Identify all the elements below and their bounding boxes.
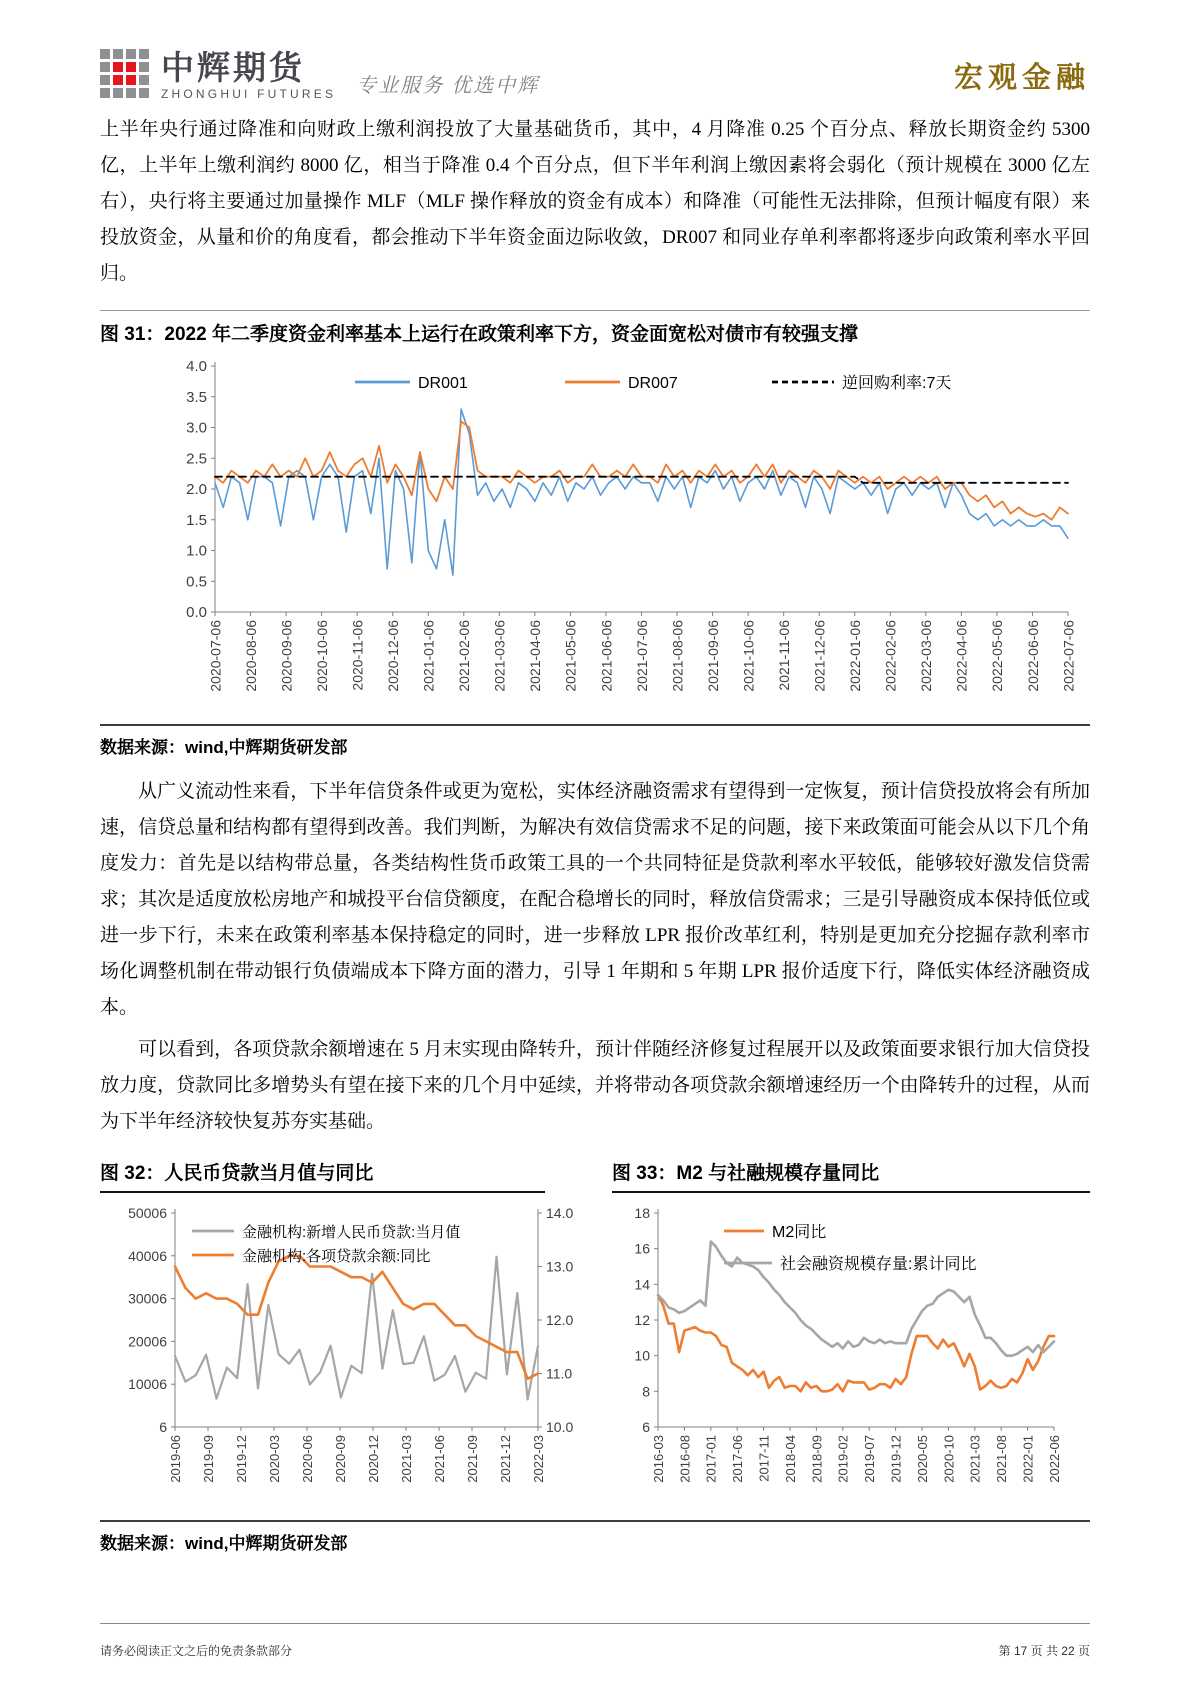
figure-32 (100, 1158, 600, 1514)
page-footer (100, 1623, 1090, 1659)
x-tick-label: 2021-07-06 (633, 620, 650, 692)
x-tick-label: 2021-05-06 (562, 620, 579, 692)
x-tick-label: 2022-02-06 (882, 620, 899, 692)
x-tick-label: 2022-03 (530, 1435, 546, 1483)
x-tick-label: 2017-01 (703, 1435, 719, 1483)
x-tick-label: 2020-03 (266, 1435, 282, 1483)
page-header (100, 24, 1090, 100)
company-logo (100, 49, 539, 100)
x-tick-label: 2021-09-06 (704, 620, 721, 692)
figure-33-chart-box (612, 1199, 1090, 1514)
figure-31-source: 数据来源：wind,中辉期货研发部 (100, 738, 348, 757)
y-tick-label: 6 (642, 1419, 650, 1435)
figure-31-title: 图 31：2022 年二季度资金利率基本上运行在政策利率下方，资金面宽松对债市有较强支撑 (100, 324, 858, 345)
footer-page-number: 第 17 页 共 22 页 (998, 1644, 1090, 1658)
legend-label: 逆回购利率:7天 (842, 375, 952, 392)
figure-31-chart-box (100, 352, 1090, 724)
x-tick-label: 2021-03 (967, 1435, 983, 1483)
y-tick-label: 30006 (128, 1290, 167, 1307)
figure-31 (100, 310, 1090, 758)
y-tick-label: 20006 (128, 1333, 167, 1350)
figure-31-bottom-rule (100, 724, 1090, 726)
paragraph-3: 可以看到，各项贷款余额增速在 5 月末实现由降转升，预计伴随经济修复过程展开以及政策面要求银行加大信贷投放力度，贷款同比多增势头有望在接下来的几个月中延续，并将带动各项贷款余额增速经历一个由降转升的过程，从而为下半年经济较快复苏夯实基础。 (100, 1039, 1090, 1132)
x-tick-label: 2019-02 (835, 1435, 851, 1483)
x-tick-label: 2021-03 (398, 1435, 414, 1483)
chart-33-m2-socfin (612, 1199, 1090, 1514)
x-tick-label: 2020-10 (941, 1435, 957, 1483)
y-tick-label: 0.0 (186, 604, 207, 621)
y-tick-label: 3.5 (186, 388, 207, 406)
y-tick-label: 3.0 (186, 419, 207, 437)
legend-label: 金融机构:各项贷款余额:同比 (242, 1248, 431, 1265)
x-tick-label: 2017-11 (756, 1435, 772, 1482)
x-tick-label: 2017-06 (730, 1435, 746, 1483)
x-tick-label: 2022-03-06 (918, 620, 935, 692)
chart-31-money-rates (100, 352, 1090, 724)
logo-slogan: 专业服务 优选中辉 (356, 75, 540, 97)
y-tick-label: 50006 (128, 1205, 167, 1221)
x-tick-label: 2020-09 (332, 1435, 348, 1483)
x-tick-label: 2021-04-06 (527, 620, 544, 692)
y-tick-label: 0.5 (186, 573, 207, 591)
logo-mark-icon (100, 49, 149, 98)
x-tick-label: 2022-01 (1020, 1435, 1036, 1483)
x-tick-label: 2021-12-06 (811, 620, 828, 692)
x-tick-label: 2021-08 (994, 1435, 1010, 1483)
x-tick-label: 2016-08 (677, 1435, 693, 1483)
footer-disclaimer: 请务必阅读正文之后的免责条款部分 (100, 1644, 293, 1658)
figure-33 (612, 1158, 1090, 1514)
paragraph-2: 从广义流动性来看，下半年信贷条件或更为宽松，实体经济融资需求有望得到一定恢复，预计信贷投放将会有所加速，信贷总量和结构都有望得到改善。我们判断，为解决有效信贷需求不足的问题，接下来政策面可能会从以下几个角度发力：首先是以结构带总量，各类结构性货币政策工具的一个共同特征是贷款利率水平较低，能够较好激发信贷需求；其次是适度放松房地产和城投平台信贷额度，在配合稳增长的同时，释放信贷需求；三是引导融资成本保持低位或进一步下行，未来在政策利率基本保持稳定的同时，进一步释放 LPR 报价改革红利，特别是更加充分挖掘存款利率市场化调整机制在带动银行负债端成本下降方面的潜力，引导 1 年期和 5 年期 LPR 报价适度下行，降低实体经济融资成本。 (100, 781, 1090, 1018)
figure-31-top-rule (100, 310, 1090, 311)
x-tick-label: 2019-12 (888, 1435, 904, 1483)
x-tick-label: 2019-09 (200, 1435, 216, 1483)
y-tick-label: 40006 (128, 1247, 167, 1264)
y-tick-label: 2.0 (186, 481, 207, 498)
x-tick-label: 2021-11-06 (775, 620, 792, 691)
x-tick-label: 2021-08-06 (669, 620, 686, 692)
x-tick-label: 2020-06 (299, 1435, 315, 1483)
x-tick-label: 2020-12-06 (385, 620, 402, 692)
x-tick-label: 2020-10-06 (313, 620, 330, 692)
figures-bottom-rule (100, 1520, 1090, 1522)
y-tick-label: 10 (634, 1347, 650, 1364)
legend-label: M2同比 (772, 1224, 827, 1241)
x-tick-label: 2021-06-06 (598, 620, 615, 692)
x-tick-label: 2022-06 (1046, 1435, 1062, 1483)
x-tick-label: 2020-09-06 (278, 620, 295, 692)
x-tick-label: 2020-07-06 (207, 620, 224, 692)
x-tick-label: 2021-03-06 (491, 620, 508, 692)
y-tick-label: 1.5 (186, 511, 207, 529)
y2-tick-label: 14.0 (546, 1205, 574, 1221)
x-tick-label: 2019-12 (233, 1435, 249, 1483)
x-tick-label: 2018-04 (782, 1435, 798, 1483)
x-tick-label: 2020-05 (914, 1435, 930, 1483)
x-tick-label: 2022-01-06 (847, 620, 864, 692)
x-tick-label: 2022-05-06 (989, 620, 1006, 692)
y2-tick-label: 11.0 (546, 1365, 573, 1382)
figure-32-chart-box (100, 1199, 600, 1514)
x-tick-label: 2019-06 (167, 1435, 183, 1483)
logo-name-en: ZHONGHUI FUTURES (161, 87, 337, 101)
y-tick-label: 6 (159, 1419, 167, 1435)
footer-rule (100, 1623, 1090, 1624)
y2-tick-label: 10.0 (546, 1419, 574, 1435)
y-tick-label: 2.5 (186, 450, 207, 468)
figures-32-33-row (100, 1158, 1090, 1514)
x-tick-label: 2020-08-06 (242, 620, 259, 692)
x-tick-label: 2021-12 (497, 1435, 513, 1483)
logo-text (161, 51, 336, 100)
figure-32-title: 图 32：人民币贷款当月值与同比 (100, 1158, 545, 1193)
x-tick-label: 2020-12 (365, 1435, 381, 1483)
x-tick-label: 2021-06 (431, 1435, 447, 1483)
x-tick-label: 2021-02-06 (456, 620, 473, 692)
x-tick-label: 2019-07 (862, 1435, 878, 1483)
x-tick-label: 2021-09 (464, 1435, 480, 1483)
y2-tick-label: 13.0 (546, 1258, 574, 1275)
y-tick-label: 8 (642, 1383, 650, 1400)
legend-label: 金融机构:新增人民币贷款:当月值 (242, 1224, 461, 1241)
x-tick-label: 2021-01-06 (420, 620, 437, 692)
y-tick-label: 18 (634, 1205, 650, 1221)
x-tick-label: 2018-09 (809, 1435, 825, 1483)
series-line (215, 409, 1068, 575)
x-tick-label: 2016-03 (650, 1435, 666, 1483)
report-section-title: 宏观金融 (953, 62, 1090, 94)
paragraph-1: 上半年央行通过降准和向财政上缴利润投放了大量基础货币，其中，4 月降准 0.25 个百分点、释放长期资金约 5300 亿，上半年上缴利润约 8000 亿，相当于降准 0.4 个百分点，但下半年利润上缴因素将会弱化（预计规模在 3000 亿左右），央行将主要通过加量操作 MLF（MLF 操作释放的资金有成本）和降准（可能性无法排除，但预计幅度有限）来投放资金，从量和价的角度看，都会推动下半年资金面边际收敛，DR007 和同业存单利率都将逐步向政策利率水平回归。 (100, 119, 1090, 284)
y-tick-label: 16 (634, 1240, 650, 1257)
logo-name-cn: 中辉期货 (161, 49, 305, 86)
series-line (175, 1256, 538, 1379)
x-tick-label: 2020-11-06 (349, 620, 366, 691)
y-tick-label: 14 (634, 1276, 650, 1293)
legend-label: 社会融资规模存量:累计同比 (780, 1256, 977, 1273)
x-tick-label: 2022-04-06 (953, 620, 970, 692)
legend-label: DR001 (418, 375, 468, 392)
x-tick-label: 2021-10-06 (740, 620, 757, 692)
figure-33-title: 图 33：M2 与社融规模存量同比 (612, 1158, 1090, 1193)
y-tick-label: 1.0 (186, 542, 207, 560)
x-tick-label: 2022-07-06 (1060, 620, 1077, 692)
legend-label: DR007 (628, 375, 678, 392)
y-tick-label: 12 (634, 1312, 650, 1328)
figures-source: 数据来源：wind,中辉期货研发部 (100, 1534, 348, 1553)
y2-tick-label: 12.0 (546, 1312, 574, 1328)
x-tick-label: 2022-06-06 (1024, 620, 1041, 692)
y-tick-label: 10006 (128, 1376, 167, 1393)
chart-32-rmb-loans (100, 1199, 600, 1514)
y-tick-label: 4.0 (186, 358, 207, 375)
